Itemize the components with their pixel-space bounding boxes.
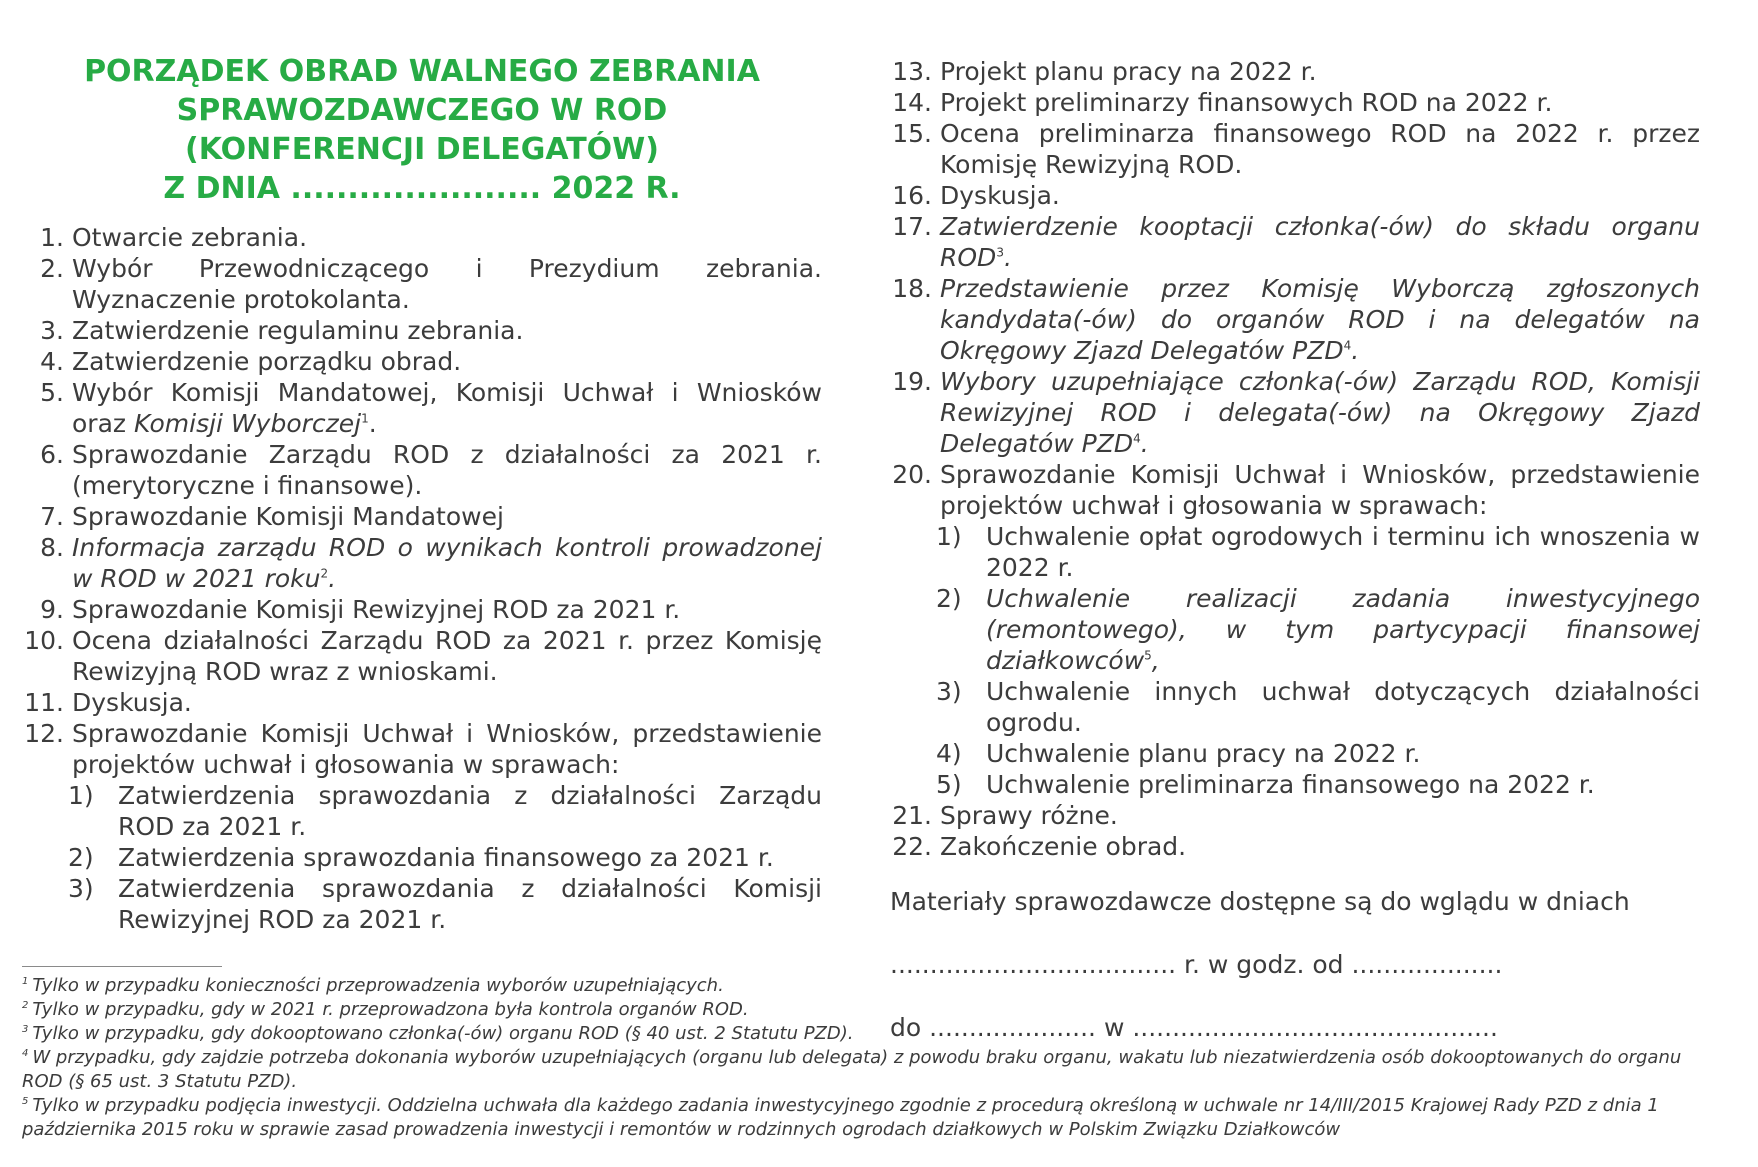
subitem-text-end: , — [1151, 646, 1160, 675]
agenda-item — [22, 501, 822, 532]
agenda-item — [22, 439, 822, 501]
agenda-subitem — [890, 521, 1700, 583]
subitem-text: Zatwierdzenia sprawozdania finansowego za 2021 r. — [118, 843, 774, 872]
footnote — [22, 998, 1702, 1022]
item-text: Ocena preliminarza finansowego ROD na 2022 r. przez Komisję Rewizyjną ROD. — [940, 119, 1700, 179]
item-text: Wybór Komisji Mandatowej, Komisji Uchwał i Wniosków oraz — [72, 378, 822, 438]
item-text: Ocena działalności Zarządu ROD za 2021 r. przez Komisję Rewizyjną ROD wraz z wnioskami. — [72, 626, 822, 686]
title-line-3: (KONFERENCJI DELEGATÓW) — [185, 132, 659, 167]
subitem-text: Uchwalenie planu pracy na 2022 r. — [986, 739, 1421, 768]
title-line-2: SPRAWOZDAWCZEGO W ROD — [176, 93, 668, 128]
agenda-item — [890, 87, 1700, 118]
agenda-item — [890, 273, 1700, 366]
item-text: Zakończenie obrad. — [940, 832, 1187, 861]
agenda-item — [22, 315, 822, 346]
footnote-mark: 1 — [22, 976, 29, 987]
materials-text: Materiały sprawozdawcze dostępne są do wglądu w dniach — [890, 887, 1630, 916]
subitem-text: Uchwalenie innych uchwał dotyczących działalności ogrodu. — [986, 677, 1700, 737]
footnote-ref: 3 — [996, 245, 1004, 260]
item-number: 3. — [40, 316, 64, 345]
item-text: Dyskusja. — [72, 688, 192, 717]
item-number: 8. — [40, 533, 64, 562]
footnote-mark: 3 — [22, 1024, 29, 1035]
item-number: 22. — [892, 832, 932, 861]
item-text: Zatwierdzenie porządku obrad. — [72, 347, 462, 376]
agenda-item — [890, 118, 1700, 180]
materials-place-line: do ..................... w .............................................. — [890, 1013, 1498, 1042]
footnote — [22, 1046, 1702, 1094]
title-line-1: PORZĄDEK OBRAD WALNEGO ZEBRANIA — [84, 54, 760, 89]
item-number: 7. — [40, 502, 64, 531]
footnote-text: Tylko w przypadku konieczności przeprowadzenia wyborów uzupełniających. — [32, 975, 724, 996]
footnote-mark: 2 — [22, 1000, 29, 1011]
item-text-italic: Wybory uzupełniające członka(-ów) Zarządu ROD, Komisji Rewizyjnej ROD i delegata(-ów) na Okręgowy Zjazd Delegatów PZD — [940, 367, 1700, 458]
footnote-ref: 4 — [1133, 431, 1141, 446]
agenda-item — [890, 366, 1700, 459]
agenda-item — [22, 222, 822, 253]
agenda-item — [22, 532, 822, 594]
footnote-text: Tylko w przypadku, gdy dokooptowano członka(-ów) organu ROD (§ 40 ust. 2 Statutu PZD). — [32, 1023, 854, 1044]
agenda-list-left — [22, 222, 822, 935]
item-number: 4. — [40, 347, 64, 376]
subitem-number: 2) — [68, 843, 94, 872]
agenda-item — [22, 687, 822, 718]
footnote-text: Tylko w przypadku podjęcia inwestycji. Oddzielna uchwała dla każdego zadania inwestycyjnego zgodnie z procedurą określoną w uchwale nr 14/III/2015 Krajowej Rady PZD z dnia 1 października 2015 roku w sprawie zasad prowadzenia inwestycji i remontów w rodzinnych ogrodach działkowych w Polskim Związku Działkowców — [22, 1095, 1659, 1140]
item-text: Sprawozdanie Komisji Uchwał i Wniosków, przedstawienie projektów uchwał i głosowania w sprawach: — [940, 460, 1700, 520]
subitem-text: Uchwalenie preliminarza finansowego na 2022 r. — [986, 770, 1595, 799]
footnote-mark: 5 — [22, 1096, 29, 1107]
item-number: 19. — [892, 367, 932, 396]
footnote — [22, 1022, 1702, 1046]
item-number: 5. — [40, 378, 64, 407]
item-text: Sprawy różne. — [940, 801, 1118, 830]
item-text: Wybór Przewodniczącego i Prezydium zebrania. Wyznaczenie protokolanta. — [72, 254, 822, 314]
agenda-item — [22, 594, 822, 625]
subitem-text-italic: Uchwalenie realizacji zadania inwestycyjnego (remontowego), w tym partycypacji finansowej działkowców — [986, 584, 1700, 675]
title-line-4: Z DNIA ...................... 2022 R. — [163, 171, 681, 206]
footnote-ref: 2 — [320, 566, 329, 581]
agenda-item — [22, 253, 822, 315]
subitem-text: Uchwalenie opłat ogrodowych i terminu ich wnoszenia w 2022 r. — [986, 522, 1700, 582]
item-text-end: . — [1351, 336, 1360, 365]
item-text: Sprawozdanie Zarządu ROD z działalności za 2021 r. (merytoryczne i finansowe). — [72, 440, 822, 500]
item-number: 13. — [892, 57, 932, 86]
agenda-item — [890, 56, 1700, 87]
item-number: 18. — [892, 274, 932, 303]
item-text: Sprawozdanie Komisji Mandatowej — [72, 502, 504, 531]
item-number: 15. — [892, 119, 932, 148]
item-text-end: . — [1003, 243, 1012, 272]
item-text-italic: Informacja zarządu ROD o wynikach kontroli prowadzonej w ROD w 2021 roku — [72, 533, 822, 593]
item-number: 9. — [40, 595, 64, 624]
item-number: 1. — [40, 223, 64, 252]
subitem-text: Zatwierdzenia sprawozdania z działalności Komisji Rewizyjnej ROD za 2021 r. — [118, 874, 822, 934]
item-text-end: . — [1140, 429, 1149, 458]
item-text: Sprawozdanie Komisji Rewizyjnej ROD za 2021 r. — [72, 595, 681, 624]
item-text: Zatwierdzenie regulaminu zebrania. — [72, 316, 524, 345]
item-number: 14. — [892, 88, 932, 117]
item-number: 10. — [24, 626, 64, 655]
subitem-number: 2) — [936, 584, 962, 613]
footnote — [22, 1094, 1702, 1142]
footnote-text: Tylko w przypadku, gdy w 2021 r. przeprowadzona była kontrola organów ROD. — [32, 999, 749, 1020]
footnote-text: W przypadku, gdy zajdzie potrzeba dokonania wyborów uzupełniających (organu lub delegata) z powodu braku organu, wakatu lub niezatwierdzenia osób dokooptowanych do organu ROD (§ 65 ust. 3 Statutu PZD). — [22, 1047, 1682, 1092]
footnotes — [22, 974, 1702, 1152]
subitem-number: 5) — [936, 770, 962, 799]
item-text-italic: Komisji Wyborczej — [133, 409, 362, 438]
item-text: Projekt planu pracy na 2022 r. — [940, 57, 1317, 86]
footnote-divider — [22, 966, 222, 967]
subitem-number: 3) — [936, 677, 962, 706]
agenda-subitem — [890, 676, 1700, 738]
left-column — [22, 52, 822, 935]
agenda-item — [890, 180, 1700, 211]
agenda-subitem — [22, 873, 822, 935]
item-text-end: . — [368, 409, 377, 438]
subitem-number: 3) — [68, 874, 94, 903]
agenda-subitem — [890, 738, 1700, 769]
item-text-italic: Przedstawienie przez Komisję Wyborczą zgłoszonych kandydata(-ów) do organów ROD i na delegatów na Okręgowy Zjazd Delegatów PZD — [940, 274, 1700, 365]
agenda-item — [890, 800, 1700, 831]
agenda-item — [890, 211, 1700, 273]
footnote-ref: 5 — [1144, 648, 1152, 663]
subitem-text: Zatwierdzenia sprawozdania z działalności Zarządu ROD za 2021 r. — [118, 781, 822, 841]
agenda-subitem — [890, 769, 1700, 800]
item-number: 20. — [892, 460, 932, 489]
agenda-sublist — [22, 780, 822, 935]
agenda-item — [22, 377, 822, 439]
subitem-number: 1) — [936, 522, 962, 551]
item-number: 11. — [24, 688, 64, 717]
item-text: Otwarcie zebrania. — [72, 223, 308, 252]
agenda-item — [890, 459, 1700, 800]
item-text-italic: Zatwierdzenie kooptacji członka(-ów) do składu organu ROD — [940, 212, 1700, 272]
item-number: 17. — [892, 212, 932, 241]
document-title — [22, 52, 822, 208]
footnote-mark: 4 — [22, 1048, 29, 1059]
agenda-sublist — [890, 521, 1700, 800]
agenda-item — [890, 831, 1700, 862]
item-number: 6. — [40, 440, 64, 469]
agenda-item — [22, 346, 822, 377]
item-number: 21. — [892, 801, 932, 830]
item-text: Sprawozdanie Komisji Uchwał i Wniosków, przedstawienie projektów uchwał i głosowania w sprawach: — [72, 719, 822, 779]
footnote-ref: 1 — [361, 411, 369, 426]
subitem-number: 4) — [936, 739, 962, 768]
item-text-end: . — [328, 564, 337, 593]
agenda-list-right — [890, 56, 1700, 862]
footnote-ref: 4 — [1343, 338, 1352, 353]
agenda-subitem — [22, 842, 822, 873]
agenda-subitem — [22, 780, 822, 842]
right-column — [890, 56, 1700, 1043]
item-number: 16. — [892, 181, 932, 210]
materials-date-line: .................................... r. w godz. od ................... — [890, 950, 1503, 979]
subitem-number: 1) — [68, 781, 94, 810]
footnote — [22, 974, 1702, 998]
agenda-item — [22, 718, 822, 935]
item-text: Projekt preliminarzy finansowych ROD na 2022 r. — [940, 88, 1553, 117]
item-text: Dyskusja. — [940, 181, 1060, 210]
agenda-subitem — [890, 583, 1700, 676]
item-number: 12. — [24, 719, 64, 748]
item-number: 2. — [40, 254, 64, 283]
agenda-item — [22, 625, 822, 687]
